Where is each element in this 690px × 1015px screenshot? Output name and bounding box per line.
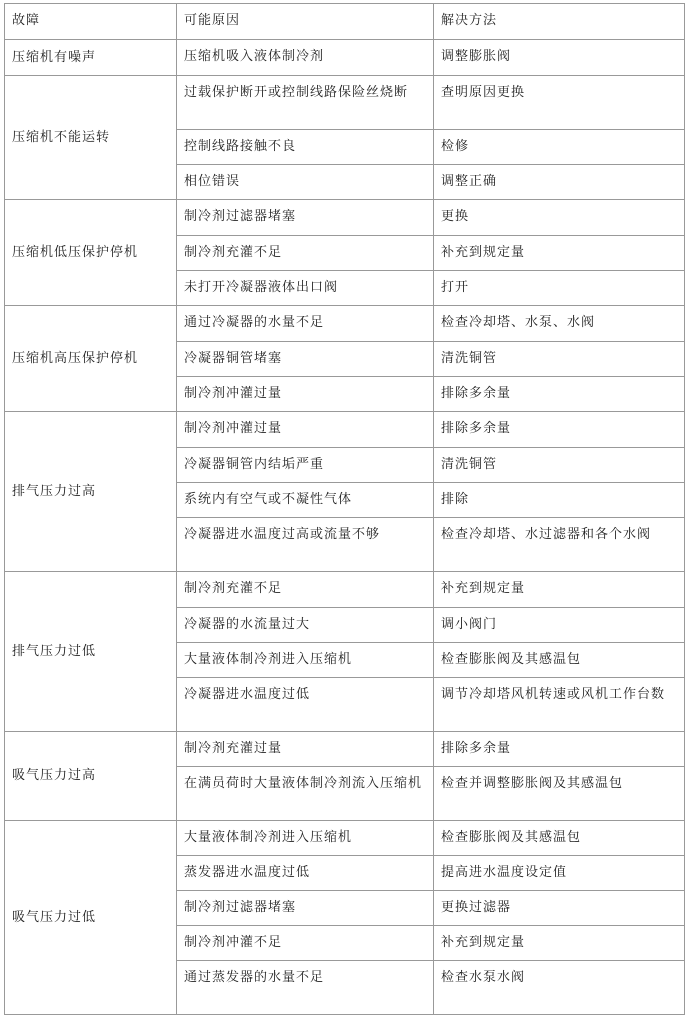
fix-cell: 检查冷却塔、水泵、水阀: [434, 306, 685, 342]
table-row: [5, 572, 685, 608]
cause-cell: 制冷剂过滤器堵塞: [177, 200, 434, 236]
cause-cell: 未打开冷凝器液体出口阀: [177, 271, 434, 306]
table-row: [5, 200, 685, 236]
cause-cell: 在满员荷时大量液体制冷剂流入压缩机: [177, 767, 434, 821]
header-fix: 解决方法: [434, 4, 685, 40]
fix-cell: 检查并调整膨胀阀及其感温包: [434, 767, 685, 821]
cause-cell: 相位错误: [177, 165, 434, 200]
cause-cell: 制冷剂充灌过量: [177, 732, 434, 767]
table-row: [5, 821, 685, 856]
table-row: [5, 40, 685, 76]
cause-cell: 控制线路接触不良: [177, 130, 434, 165]
cause-cell: 冷凝器的水流量过大: [177, 608, 434, 643]
cause-cell: 蒸发器进水温度过低: [177, 856, 434, 891]
fault-cell: 压缩机高压保护停机: [5, 306, 177, 412]
fix-cell: 检查水泵水阀: [434, 961, 685, 1015]
fault-cell: 吸气压力过高: [5, 732, 177, 821]
fault-cell: 压缩机有噪声: [5, 40, 177, 76]
fix-cell: 检修: [434, 130, 685, 165]
fault-cell: 排气压力过低: [5, 572, 177, 732]
fix-cell: 检查冷却塔、水过滤器和各个水阀: [434, 518, 685, 572]
fix-cell: 清洗铜管: [434, 448, 685, 483]
cause-cell: 系统内有空气或不凝性气体: [177, 483, 434, 518]
table-row: [5, 412, 685, 448]
cause-cell: 冷凝器铜管内结垢严重: [177, 448, 434, 483]
fix-cell: 排除多余量: [434, 732, 685, 767]
fix-cell: 调整正确: [434, 165, 685, 200]
cause-cell: 压缩机吸入液体制冷剂: [177, 40, 434, 76]
header-cause: 可能原因: [177, 4, 434, 40]
cause-cell: 冷凝器进水温度过高或流量不够: [177, 518, 434, 572]
fix-cell: 检查膨胀阀及其感温包: [434, 821, 685, 856]
cause-cell: 冷凝器铜管堵塞: [177, 342, 434, 377]
cause-cell: 通过冷凝器的水量不足: [177, 306, 434, 342]
fault-cell: 压缩机低压保护停机: [5, 200, 177, 306]
fault-table: [4, 3, 685, 1015]
fix-cell: 排除多余量: [434, 412, 685, 448]
table-header-row: [5, 4, 685, 40]
fault-cell: 排气压力过高: [5, 412, 177, 572]
fix-cell: 调小阀门: [434, 608, 685, 643]
fix-cell: 更换过滤器: [434, 891, 685, 926]
fix-cell: 补充到规定量: [434, 926, 685, 961]
fix-cell: 更换: [434, 200, 685, 236]
fix-cell: 查明原因更换: [434, 76, 685, 130]
fix-cell: 检查膨胀阀及其感温包: [434, 643, 685, 678]
fix-cell: 清洗铜管: [434, 342, 685, 377]
cause-cell: 大量液体制冷剂进入压缩机: [177, 821, 434, 856]
fix-cell: 提高进水温度设定值: [434, 856, 685, 891]
fix-cell: 排除多余量: [434, 377, 685, 412]
fix-cell: 排除: [434, 483, 685, 518]
table-row: [5, 306, 685, 342]
fault-cell: 吸气压力过低: [5, 821, 177, 1015]
cause-cell: 制冷剂充灌不足: [177, 572, 434, 608]
table-row: [5, 76, 685, 130]
cause-cell: 制冷剂冲灌过量: [177, 377, 434, 412]
fault-cell: 压缩机不能运转: [5, 76, 177, 200]
fix-cell: 补充到规定量: [434, 236, 685, 271]
cause-cell: 大量液体制冷剂进入压缩机: [177, 643, 434, 678]
fix-cell: 调整膨胀阀: [434, 40, 685, 76]
cause-cell: 冷凝器进水温度过低: [177, 678, 434, 732]
header-fault: 故障: [5, 4, 177, 40]
cause-cell: 通过蒸发器的水量不足: [177, 961, 434, 1015]
fix-cell: 补充到规定量: [434, 572, 685, 608]
table-row: [5, 732, 685, 767]
cause-cell: 制冷剂过滤器堵塞: [177, 891, 434, 926]
cause-cell: 制冷剂冲灌不足: [177, 926, 434, 961]
cause-cell: 制冷剂冲灌过量: [177, 412, 434, 448]
cause-cell: 制冷剂充灌不足: [177, 236, 434, 271]
fix-cell: 打开: [434, 271, 685, 306]
cause-cell: 过载保护断开或控制线路保险丝烧断: [177, 76, 434, 130]
fix-cell: 调节冷却塔风机转速或风机工作台数: [434, 678, 685, 732]
